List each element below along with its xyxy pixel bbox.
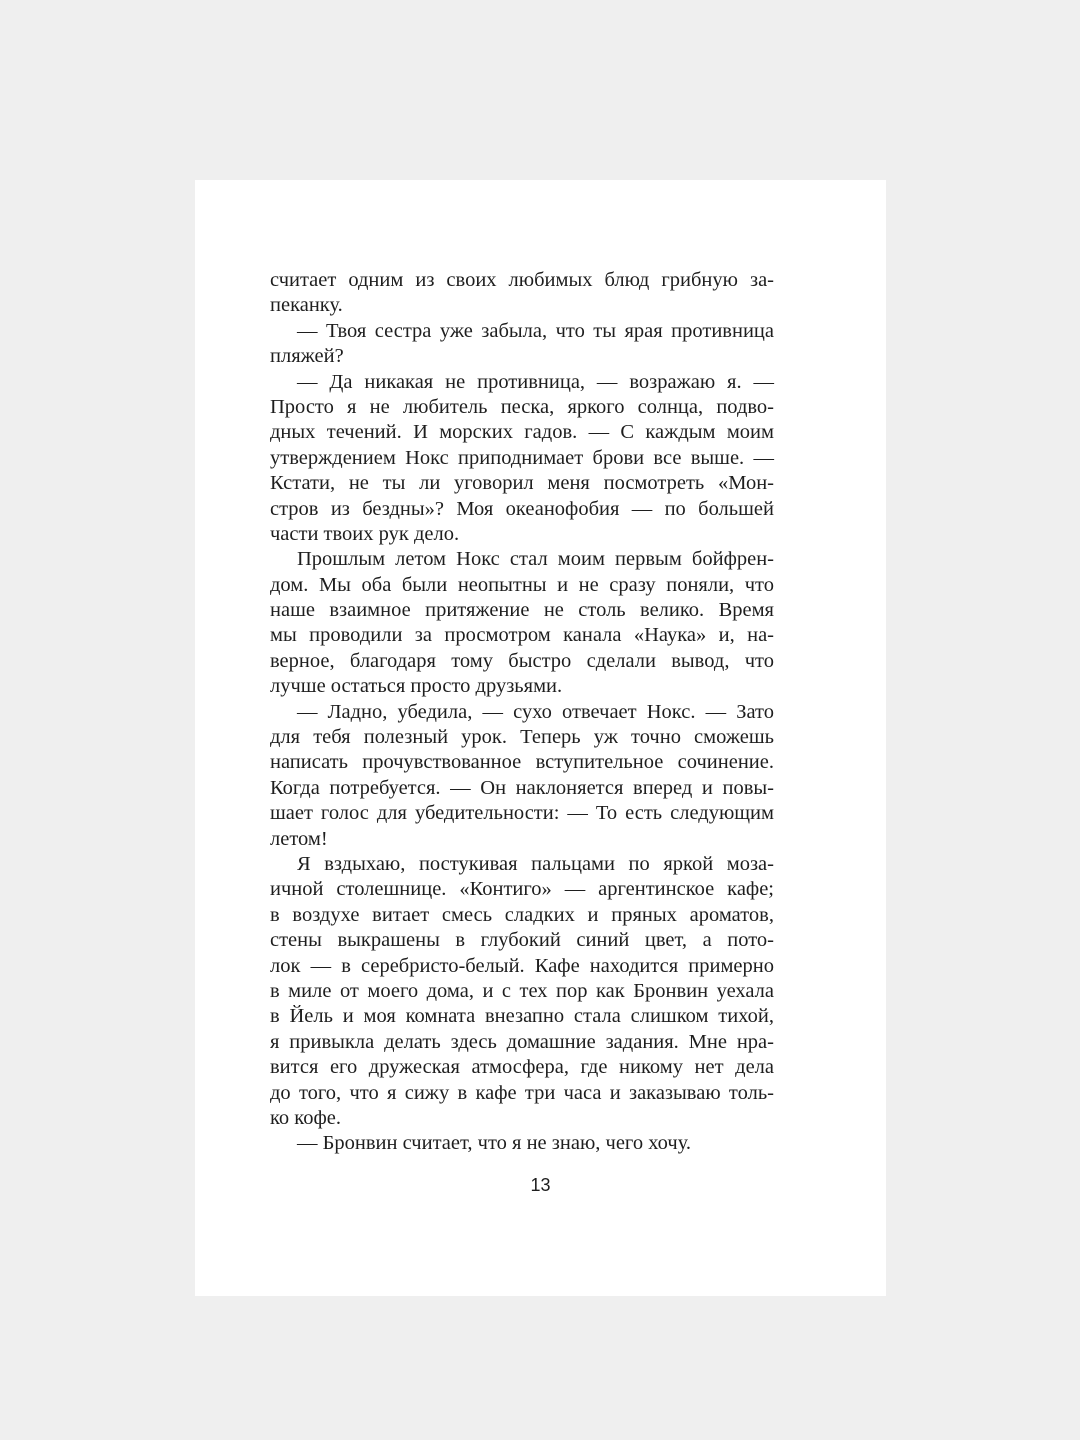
text-line: Просто я не любитель песка, яркого солнца, подво- [270, 395, 774, 418]
text-line: мы проводили за просмотром канала «Наука» и, на- [270, 624, 774, 647]
text-line: Кстати, не ты ли уговорил меня посмотреть «Мон- [270, 472, 774, 495]
text-line: — Твоя сестра уже забыла, что ты ярая противница [297, 319, 774, 342]
text-line: Я вздыхаю, постукивая пальцами по яркой моза- [297, 852, 774, 875]
text-line: стены выкрашены в глубокий синий цвет, а пото- [270, 929, 774, 952]
text-line: верное, благодаря тому быстро сделали вывод, что [270, 649, 774, 672]
text-line: считает одним из своих любимых блюд грибную за- [270, 269, 774, 291]
text-line: утверждением Нокс приподнимает брови все выше. — [270, 446, 774, 469]
text-line: ичной столешнице. «Контиго» — аргентинское кафе; [270, 878, 774, 901]
page-number: 13 [530, 1175, 551, 1195]
text-line: лучше остаться просто друзьями. [270, 675, 563, 698]
text-line: в Йель и моя комната внезапно стала слишком тихой, [270, 1005, 774, 1028]
text-line: для тебя полезный урок. Теперь уж точно сможешь [270, 726, 774, 749]
text-line: — Бронвин считает, что я не знаю, чего хочу. [297, 1132, 692, 1155]
text-line: стров из бездны»? Моя океанофобия — по большей [270, 497, 774, 520]
text-line: вится его дружеская атмосфера, где никому нет дела [270, 1056, 774, 1079]
text-line: ко кофе. [270, 1106, 341, 1129]
text-line: я привыкла делать здесь домашние задания. Мне нра- [270, 1030, 774, 1053]
text-line: — Да никакая не противница, — возражаю я. — [297, 370, 774, 393]
text-line: наше взаимное притяжение не столь велико. Время [270, 599, 774, 622]
text-line: шает голос для убедительности: — То есть следующим [270, 802, 774, 825]
text-line: дных течений. И морских гадов. — С каждым моим [270, 421, 774, 444]
text-line: дом. Мы оба были неопытны и не сразу поняли, что [270, 573, 774, 596]
text-line: пляжей? [270, 345, 344, 368]
text-line: Прошлым летом Нокс стал моим первым бойфрен- [297, 548, 774, 571]
text-line: пеканку. [270, 294, 343, 317]
text-line: до того, что я сижу в кафе три часа и заказываю толь- [270, 1081, 774, 1104]
text-line: написать прочувствованное вступительное сочинение. [270, 751, 774, 774]
book-page [195, 180, 886, 1296]
body-text [270, 268, 774, 1157]
text-line: лок — в серебристо-белый. Кафе находится примерно [270, 954, 774, 977]
text-line: в воздухе витает смесь сладких и пряных ароматов, [270, 903, 774, 926]
text-line: в миле от моего дома, и с тех пор как Бронвин уехала [270, 979, 774, 1002]
text-line: — Ладно, убедила, — сухо отвечает Нокс. — Зато [297, 700, 774, 723]
text-line: Когда потребуется. — Он наклоняется вперед и повы- [270, 776, 774, 799]
text-line: летом! [270, 827, 328, 850]
text-line: части твоих рук дело. [270, 522, 460, 545]
